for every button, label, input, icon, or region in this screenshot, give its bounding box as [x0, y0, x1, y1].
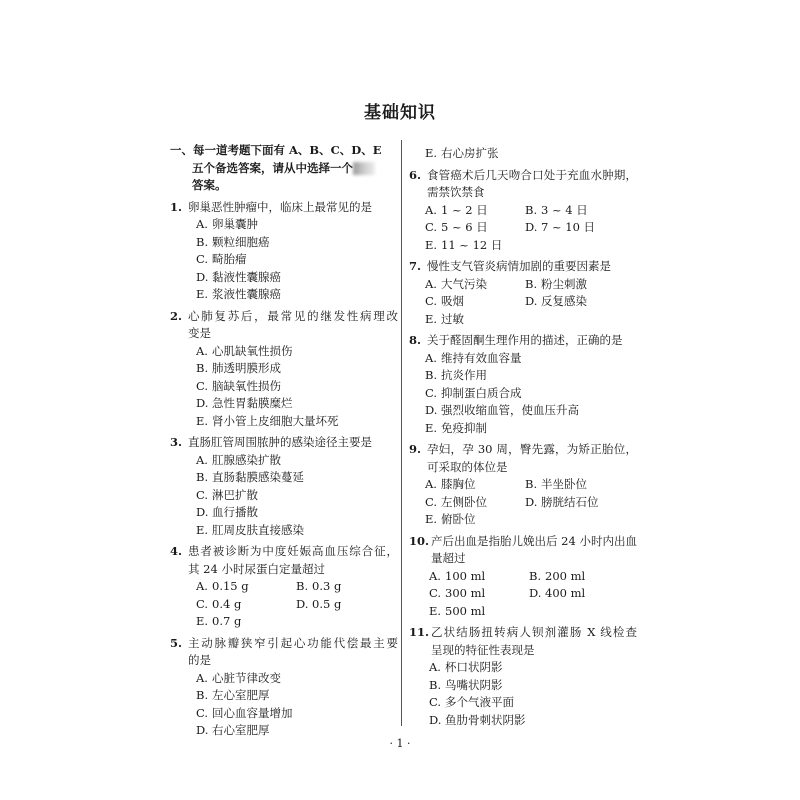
- option-b: [196, 360, 398, 378]
- option-a: [425, 202, 525, 220]
- question-text: [170, 199, 398, 217]
- option-letter: C.: [196, 487, 209, 502]
- option-letter: E.: [425, 311, 438, 326]
- option-letter: C.: [196, 705, 209, 720]
- option-letter: B.: [425, 368, 438, 382]
- question-line: 孕妇，孕 30 周，臀先露，为矫正胎位，: [427, 442, 637, 456]
- option-text: 0.5 g: [312, 596, 342, 611]
- option-letter: A.: [425, 202, 437, 217]
- option-text: 肾小管上皮细胞大量坏死: [212, 413, 339, 428]
- option-a: [196, 578, 296, 596]
- option-d: [296, 596, 396, 614]
- options: [409, 276, 637, 329]
- question-number: 3.: [170, 435, 183, 449]
- option-letter: C.: [425, 294, 438, 308]
- question-number: 11.: [409, 625, 430, 639]
- option-letter: D.: [525, 220, 538, 234]
- section-line: 答案。: [192, 178, 227, 192]
- option-letter: D.: [429, 712, 442, 727]
- option-a: [429, 568, 529, 586]
- question-number: 8.: [409, 333, 422, 347]
- option-a: [196, 452, 398, 470]
- question: [170, 635, 398, 740]
- option-c: [425, 293, 525, 311]
- question-line: 卵巢恶性肿瘤中，临床上最常见的是: [188, 199, 372, 214]
- options: [409, 659, 637, 729]
- option-text: 强烈收缩血管，使血压升高: [441, 403, 579, 417]
- option-letter: C.: [429, 586, 442, 600]
- option-continuation: [409, 145, 637, 163]
- question-text: [170, 434, 398, 452]
- option-c: [429, 585, 529, 603]
- option-text: 200 ml: [545, 568, 586, 583]
- question: [170, 543, 398, 631]
- option-text: 半坐卧位: [541, 477, 587, 491]
- option-text: 黏液性囊腺癌: [212, 269, 281, 284]
- option-text: 抗炎作用: [441, 368, 487, 382]
- option-letter: E.: [425, 146, 438, 160]
- option-text: 粉尘刺激: [541, 276, 587, 291]
- right-column: [409, 142, 637, 729]
- option-b: [525, 276, 625, 294]
- question-text: [170, 543, 398, 578]
- option-text: 反复感染: [541, 294, 587, 308]
- question-line: 食管癌术后几天吻合口处于充血水肿期，: [427, 167, 637, 182]
- option-text: 左心室肥厚: [212, 688, 270, 702]
- option-text: 心肌缺氧性损伤: [212, 343, 293, 358]
- option-text: 维持有效血容量: [441, 350, 522, 365]
- option-text: 100 ml: [445, 568, 486, 583]
- option-a: [429, 659, 637, 677]
- option-e: [425, 237, 525, 255]
- option-text: 心脏节律改变: [212, 670, 281, 685]
- option-text: 急性胃黏膜糜烂: [212, 396, 293, 410]
- options: [409, 350, 637, 438]
- option-text: 7 ~ 10 日: [541, 220, 596, 234]
- option-c: [425, 385, 637, 403]
- option-e: [425, 511, 525, 529]
- option-letter: E.: [425, 420, 438, 435]
- question: [409, 624, 637, 729]
- option-text: 肺透明膜形成: [212, 361, 281, 375]
- question-text: [409, 441, 637, 476]
- question-line: 直肠肛管周围脓肿的感染途径主要是: [188, 435, 372, 449]
- option-c: [196, 487, 398, 505]
- options: [409, 476, 637, 529]
- option-text: 血行播散: [212, 505, 258, 519]
- option-letter: A.: [196, 452, 208, 467]
- option-text: 0.15 g: [212, 579, 249, 593]
- option-text: 500 ml: [445, 603, 486, 618]
- option-text: 肛周皮肤直接感染: [212, 522, 304, 537]
- option-d: [196, 504, 398, 522]
- option-text: 鱼肋骨刺状阴影: [445, 712, 526, 727]
- option-c: [196, 378, 398, 396]
- option-b: [196, 687, 398, 705]
- option-letter: C.: [196, 252, 209, 266]
- option-text: 膝胸位: [441, 477, 476, 491]
- question: [409, 533, 637, 621]
- option-e: [196, 522, 398, 540]
- option-text: 0.4 g: [212, 596, 242, 611]
- option-letter: B.: [296, 579, 309, 593]
- options: [409, 568, 637, 621]
- option-letter: D.: [196, 723, 209, 737]
- question-line: 乙状结肠扭转病人钡剂灌肠 X 线检查: [431, 625, 637, 639]
- options: [409, 202, 637, 255]
- question-text: [409, 624, 637, 659]
- option-letter: B.: [525, 202, 538, 217]
- option-text: 卵巢囊肿: [212, 217, 258, 231]
- options: [170, 343, 398, 431]
- option-letter: A.: [196, 343, 208, 358]
- option-b: [525, 202, 625, 220]
- option-a: [425, 350, 637, 368]
- question-text: [409, 533, 637, 568]
- option-d: [525, 293, 625, 311]
- option-b: [425, 367, 637, 385]
- question-text: [170, 635, 398, 670]
- option-text: 鸟嘴状阴影: [445, 677, 503, 692]
- option-letter: A.: [425, 350, 437, 365]
- question: [409, 441, 637, 529]
- question-text: [170, 308, 398, 343]
- option-c: [196, 596, 296, 614]
- option-text: 回心血容量增加: [212, 705, 293, 720]
- question: [409, 258, 637, 328]
- option-letter: D.: [425, 403, 438, 417]
- page-title: 基础知识: [364, 103, 436, 123]
- option-d: [525, 494, 625, 512]
- option-e: [425, 420, 637, 438]
- option-letter: A.: [196, 670, 208, 685]
- option-a: [425, 276, 525, 294]
- option-letter: B.: [429, 677, 442, 692]
- option-letter: C.: [425, 220, 438, 234]
- question-line: 产后出血是指胎儿娩出后 24 小时内出血: [431, 533, 637, 548]
- option-d: [425, 402, 637, 420]
- option-text: 畸胎瘤: [212, 252, 247, 266]
- option-text: 1 ~ 2 日: [441, 202, 488, 217]
- option-letter: B.: [196, 234, 209, 249]
- option-letter: B.: [525, 477, 538, 491]
- option-b: [196, 234, 398, 252]
- option-c: [429, 694, 637, 712]
- option-d: [525, 219, 625, 237]
- option-text: 400 ml: [545, 586, 586, 600]
- options: [170, 216, 398, 304]
- option-letter: A.: [425, 276, 437, 291]
- option-b: [296, 578, 396, 596]
- option-letter: E.: [429, 603, 442, 618]
- option-letter: A.: [425, 477, 437, 491]
- option-text: 右心室肥厚: [212, 723, 270, 737]
- question-text: [409, 258, 637, 276]
- option-letter: D.: [529, 586, 542, 600]
- option-text: 杯口状阴影: [445, 660, 503, 674]
- option-text: 抑制蛋白质合成: [441, 385, 522, 400]
- option-letter: D.: [525, 294, 538, 308]
- option-letter: C.: [196, 596, 209, 611]
- section-line: 一、每一道考题下面有 A、B、C、D、E: [170, 143, 382, 157]
- option-text: 浆液性囊腺癌: [212, 287, 281, 301]
- option-e: [196, 413, 398, 431]
- question-text: [409, 332, 637, 350]
- question-list: [409, 167, 637, 730]
- option-e: [425, 311, 525, 329]
- option-text: 俯卧位: [441, 512, 476, 526]
- question-line: 患者被诊断为中度妊娠高血压综合征，: [188, 544, 398, 558]
- option-text: 0.7 g: [212, 614, 242, 628]
- option-text: 膀胱结石位: [541, 494, 599, 509]
- option-text: 右心房扩张: [441, 146, 499, 160]
- option-text: 颗粒细胞癌: [212, 234, 270, 249]
- option-text: 5 ~ 6 日: [441, 220, 488, 234]
- option-text: 0.3 g: [312, 579, 342, 593]
- question-line: 变是: [188, 326, 211, 340]
- option-letter: B.: [529, 568, 542, 583]
- option-letter: D.: [196, 505, 209, 519]
- option-letter: B.: [196, 470, 209, 484]
- option-e: [196, 613, 296, 631]
- option-c: [425, 494, 525, 512]
- option-text: 脑缺氧性损伤: [212, 378, 281, 393]
- option-b: [196, 469, 398, 487]
- option-text: 过敏: [441, 311, 464, 326]
- option-letter: C.: [425, 494, 438, 509]
- question-number: 5.: [170, 635, 183, 650]
- option-letter: A.: [196, 579, 208, 593]
- question-line: 心肺复苏后，最常见的继发性病理改: [188, 308, 398, 323]
- option-c: [196, 705, 398, 723]
- question: [409, 332, 637, 437]
- question-line: 的是: [188, 653, 211, 667]
- option-text: 吸烟: [441, 294, 464, 308]
- option-e: [429, 603, 529, 621]
- section-instructions: [170, 142, 398, 195]
- option-letter: E.: [196, 413, 209, 428]
- option-d: [196, 269, 398, 287]
- option-b: [529, 568, 629, 586]
- option-b: [525, 476, 625, 494]
- option-text: 直肠黏膜感染蔓延: [212, 470, 304, 484]
- option-d: [529, 585, 629, 603]
- option-letter: D.: [525, 494, 538, 509]
- options: [170, 452, 398, 540]
- question-line: 慢性支气管炎病情加剧的重要因素是: [427, 259, 611, 273]
- option-letter: C.: [425, 385, 438, 400]
- question-number: 6.: [409, 167, 422, 182]
- question-line: 关于醛固酮生理作用的描述，正确的是: [427, 333, 623, 347]
- option-letter: B.: [196, 361, 209, 375]
- option-c: [196, 251, 398, 269]
- section-line-text: 五个备选答案，请从中选择一个: [192, 160, 353, 175]
- option-letter: C.: [429, 695, 442, 709]
- option-text: 免疫抑制: [441, 420, 487, 435]
- question-list: [170, 199, 398, 740]
- option-text: 11 ~ 12 日: [441, 237, 503, 252]
- option-letter: E.: [425, 237, 438, 252]
- options: [170, 670, 398, 740]
- question-line: 可采取的体位是: [427, 459, 508, 474]
- option-letter: A.: [196, 217, 208, 231]
- option-text: 淋巴扩散: [212, 487, 258, 502]
- page-number: · 1 ·: [389, 737, 411, 750]
- question-line: 其 24 小时尿蛋白定量超过: [188, 561, 325, 576]
- option-text: 多个气液平面: [445, 695, 514, 709]
- option-a: [196, 216, 398, 234]
- question: [170, 434, 398, 539]
- option-letter: E.: [425, 512, 438, 526]
- option-letter: B.: [196, 688, 209, 702]
- option-letter: C.: [196, 378, 209, 393]
- option-text: 左侧卧位: [441, 494, 487, 509]
- option-e: [196, 286, 398, 304]
- option-letter: D.: [196, 396, 209, 410]
- question-number: 7.: [409, 259, 422, 273]
- question-number: 10.: [409, 533, 430, 548]
- question: [170, 199, 398, 304]
- option-text: 300 ml: [445, 586, 486, 600]
- option-letter: E.: [196, 522, 209, 537]
- question-number: 1.: [170, 199, 183, 214]
- option-c: [425, 219, 525, 237]
- option-letter: A.: [429, 568, 441, 583]
- option-d: [196, 395, 398, 413]
- question-number: 9.: [409, 442, 422, 456]
- question: [170, 308, 398, 431]
- option-d: [429, 712, 637, 730]
- section-line: [170, 160, 398, 178]
- question-line: 呈现的特征性表现是: [431, 642, 535, 657]
- option-a: [196, 343, 398, 361]
- option-text: 肛腺感染扩散: [212, 452, 281, 467]
- question-line: 量超过: [431, 551, 466, 565]
- option-text: 大气污染: [441, 276, 487, 291]
- question-number: 2.: [170, 308, 183, 323]
- option-letter: D.: [196, 269, 209, 284]
- left-column: [170, 142, 398, 740]
- option-letter: B.: [525, 276, 538, 291]
- option-letter: E.: [196, 614, 209, 628]
- question-number: 4.: [170, 544, 183, 558]
- options: [170, 578, 398, 631]
- question-line: 需禁饮禁食: [427, 185, 485, 199]
- option-text: 3 ~ 4 日: [541, 202, 588, 217]
- option-a: [425, 476, 525, 494]
- option-b: [429, 677, 637, 695]
- option-a: [196, 670, 398, 688]
- option-letter: D.: [296, 596, 309, 611]
- option-letter: A.: [429, 660, 441, 674]
- question: [409, 167, 637, 255]
- question-line: 主动脉瓣狭窄引起心功能代偿最主要: [188, 635, 398, 650]
- question-text: [409, 167, 637, 202]
- column-divider: [401, 140, 402, 726]
- blurred-text: [353, 162, 375, 175]
- option-letter: E.: [196, 287, 209, 301]
